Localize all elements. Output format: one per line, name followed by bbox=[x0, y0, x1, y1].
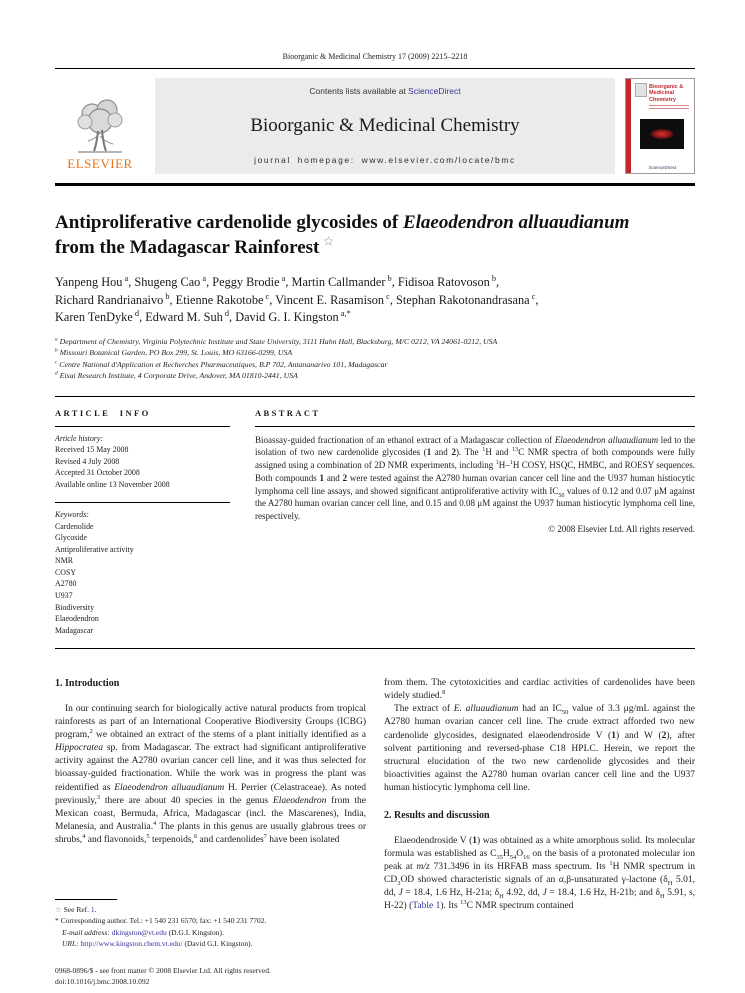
text-segment: 50 bbox=[561, 709, 569, 717]
article-info-header: ARTICLE INFO bbox=[55, 407, 151, 418]
text-segment: 4 bbox=[82, 832, 86, 840]
text-segment: 5 bbox=[146, 832, 150, 840]
text-segment: values of 0.12 and 0.07 μM against the A2780 human ovarian cancer cell line, and 0.15 and 0.08 μM against the U937 human histiocytic lymphoma cell line, respectively. bbox=[255, 485, 695, 522]
affiliation bbox=[55, 370, 695, 382]
body-column-right bbox=[384, 677, 695, 949]
text-segment: Karen TenDyke bbox=[55, 310, 133, 325]
text-segment: on the basis of a protonated molecular ion peak at bbox=[384, 849, 696, 873]
text-segment: Richard Randrianaivo bbox=[55, 292, 164, 307]
text-segment: , Stephan Rakotonandrasana bbox=[389, 292, 530, 307]
text-segment: 2 bbox=[661, 730, 667, 741]
top-rule bbox=[55, 68, 695, 69]
text-segment: H NMR spectrum in CD bbox=[384, 862, 695, 886]
text-segment: 4 bbox=[153, 819, 157, 827]
text-segment: and cardenolides bbox=[197, 835, 264, 846]
text-segment: d bbox=[222, 308, 230, 318]
journal-citation: Bioorganic & Medicinal Chemistry 17 (2009) 2215–2218 bbox=[282, 52, 468, 61]
text-segment: 1 bbox=[609, 859, 613, 867]
footnote-email bbox=[55, 927, 366, 938]
text-segment: 35 bbox=[496, 853, 503, 861]
footnote-corresponding: * Corresponding author. Tel.: +1 540 231 6570; fax: +1 540 231 7702. bbox=[55, 916, 267, 926]
text-segment: 1 bbox=[472, 835, 477, 846]
text-segment: , Martin Callmander bbox=[285, 275, 386, 290]
cover-subtitle-lines bbox=[649, 105, 689, 111]
text-segment: E. alluaudianum bbox=[453, 704, 519, 715]
abstract-text bbox=[255, 427, 695, 523]
text-segment: ), after solvent partitioning and reversed-phase C18 HPLC. Herein, we report the structural elucidation of the two new cardenolide glycosides and their bioactivities against the A2780 human ovarian cancer cell line and the U937 human histiocytic lymphoma cell line. bbox=[384, 730, 695, 794]
affiliation-list bbox=[55, 336, 695, 382]
text-segment: O bbox=[516, 849, 524, 860]
text-segment: value of 3.3 μg/mL against the A2780 human ovarian cancer cell line. The crude extract afforded two new cardenolide glycosides, designated elaeodendroside V ( bbox=[384, 704, 695, 741]
link[interactable]: dkingston@vt.edu bbox=[111, 927, 167, 937]
text-segment: 3 bbox=[96, 793, 101, 801]
text-segment: J bbox=[542, 888, 547, 899]
text-segment: 7 bbox=[263, 832, 267, 840]
footer-doi-line: doi:10.1016/j.bmc.2008.10.092 bbox=[55, 977, 150, 987]
text-segment: C NMR spectrum contained bbox=[466, 901, 574, 912]
continuation-paragraph bbox=[384, 677, 695, 703]
keyword-item: A2780 bbox=[55, 579, 77, 589]
text-segment: , Vincent E. Rasamison bbox=[269, 292, 385, 307]
extract-paragraph bbox=[384, 703, 695, 795]
text-segment: Elaeodendron bbox=[272, 795, 327, 806]
text-segment: from the Madagascar Rainforest bbox=[55, 237, 320, 259]
text-segment: from them. The cytotoxicities and cardiac activities of cardenolides have been widely studied. bbox=[384, 678, 695, 702]
text-segment: from the Mexican coast, Bermuda, Africa, Madagascar (incl. the Mascarenes), India, Melanesia, and Australia. bbox=[55, 795, 367, 832]
text-segment: have been isolated bbox=[266, 835, 340, 846]
text-segment: c bbox=[384, 291, 390, 301]
text-segment: b bbox=[55, 347, 58, 354]
cover-elsevier-logo-icon bbox=[635, 83, 647, 97]
text-segment: Elaeodendron alluaudianum bbox=[402, 212, 630, 233]
keyword-item: U937 bbox=[55, 591, 73, 601]
text-segment: Elaeodendron alluaudianum bbox=[114, 782, 225, 793]
elsevier-logo bbox=[55, 78, 145, 174]
text-segment: 5.91, s, H-22) ( bbox=[384, 888, 696, 912]
link[interactable]: Table 1 bbox=[412, 901, 441, 912]
author-list bbox=[55, 274, 695, 326]
text-segment: URL: bbox=[62, 938, 79, 948]
affiliation bbox=[55, 347, 695, 359]
section-heading-results: 2. Results and discussion bbox=[384, 810, 490, 822]
text-segment: 6 bbox=[193, 832, 198, 840]
text-segment: H bbox=[502, 849, 510, 860]
text-segment: Eisai Research Institute, 4 Corporate Drive, Andover, MA 01810-2441, USA bbox=[57, 371, 298, 381]
footer-issn-line: 0968-0896/$ - see front matter © 2008 Elsevier Ltd. All rights reserved. bbox=[55, 966, 271, 976]
text-segment: there are about 40 species in the genus bbox=[100, 795, 273, 806]
text-segment: 2 bbox=[342, 472, 348, 483]
text-segment: d bbox=[132, 308, 140, 318]
cover-title: Bioorganic & Medicinal Chemistry bbox=[649, 84, 684, 103]
text-segment: m/z bbox=[416, 862, 430, 873]
cover-sciencedirect-brand: ScienceDirect bbox=[648, 165, 677, 170]
text-segment: 1 bbox=[426, 447, 432, 458]
cover-molecule-art bbox=[640, 119, 684, 149]
abstract-header: ABSTRACT bbox=[255, 407, 321, 418]
text-segment: 8 bbox=[442, 689, 446, 697]
text-segment: J bbox=[398, 888, 403, 899]
article-title bbox=[55, 210, 695, 260]
author-line bbox=[55, 292, 695, 309]
text-segment: 13 bbox=[512, 447, 519, 454]
text-segment: b bbox=[385, 274, 392, 284]
text-segment: 2 bbox=[89, 728, 93, 735]
history-item: Available online 13 November 2008 bbox=[55, 479, 170, 489]
contents-line bbox=[309, 86, 460, 96]
text-segment: a bbox=[279, 274, 286, 284]
text-segment: and bbox=[324, 472, 343, 483]
text-segment: Antiproliferative cardenolide glycosides of bbox=[55, 212, 403, 233]
journal-homepage-link[interactable]: journal homepage: www.elsevier.com/locate/bmc bbox=[254, 155, 516, 165]
cover-red-strip bbox=[626, 79, 631, 173]
text-segment: Yanpeng Hou bbox=[55, 275, 123, 290]
text-segment: ). The bbox=[455, 447, 483, 458]
text-segment: Bioassay-guided fractionation of an ethanol extract of a Madagascar collection of bbox=[255, 434, 555, 445]
text-segment: = 18.4, 1.6 Hz, H-21b; and δ bbox=[546, 888, 660, 899]
author-line bbox=[55, 274, 695, 291]
page-content bbox=[55, 0, 695, 988]
keyword-item: Glycoside bbox=[55, 533, 87, 543]
text-segment: 1 bbox=[611, 730, 616, 741]
text-segment: a bbox=[55, 335, 58, 342]
section-heading-introduction: 1. Introduction bbox=[55, 678, 120, 690]
keyword-item: Biodiversity bbox=[55, 602, 95, 612]
text-segment: C NMR spectra of both compounds were fully assigned using a combination of 2D NMR experiments, including bbox=[255, 447, 696, 471]
text-segment: Missouri Botanical Garden, PO Box 299, St. Louis, MO 63166-0299, USA bbox=[57, 348, 293, 358]
text-segment: 13 bbox=[460, 899, 467, 907]
text-segment: In our continuing search for biologically active natural products from tropical rainforests as part of an International Cooperative Biodiversity Groups (ICBG) program, bbox=[55, 703, 366, 741]
text-segment: , Edward M. Suh bbox=[139, 310, 223, 325]
text-segment: c bbox=[263, 291, 270, 301]
body-column-left bbox=[55, 677, 366, 949]
text-segment: H bbox=[667, 880, 673, 888]
history-item: Revised 4 July 2008 bbox=[55, 456, 120, 466]
text-segment: , David G. I. Kingston bbox=[229, 310, 339, 325]
keyword-item: Elaeodendron bbox=[55, 614, 99, 624]
text-segment: b bbox=[163, 291, 170, 301]
elsevier-wordmark: ELSEVIER bbox=[67, 156, 133, 171]
article-history-label: Article history: bbox=[55, 433, 103, 443]
intro-paragraph bbox=[55, 703, 366, 847]
keywords-section bbox=[55, 503, 230, 648]
text-segment: 1 bbox=[509, 460, 513, 467]
text-segment: The plants in this genus are usually glabrous trees or shrubs, bbox=[55, 821, 366, 846]
text-segment: Elaeodendron alluaudianum bbox=[554, 434, 659, 445]
keyword-item: Madagascar bbox=[55, 625, 94, 635]
text-segment: 731.3496 in its HRFAB mass spectrum. Its bbox=[429, 862, 610, 873]
sciencedirect-link[interactable]: ScienceDirect bbox=[408, 86, 461, 96]
link[interactable]: 1 bbox=[90, 905, 95, 915]
text-segment: OD showed characteristic signals of an α,β-unsaturated γ-lactone (δ bbox=[400, 875, 668, 886]
footnote-star bbox=[55, 904, 366, 915]
text-segment: Elaeodendroside V ( bbox=[394, 835, 473, 846]
text-segment: ). Its bbox=[440, 901, 461, 912]
page-footer bbox=[55, 965, 695, 988]
text-segment: 1 bbox=[482, 447, 486, 454]
text-segment: 1 bbox=[495, 460, 499, 467]
keyword-item: Cardenolide bbox=[55, 521, 94, 531]
article-body bbox=[55, 677, 695, 949]
text-segment: H. Perrier (Celastraceae). As noted previously, bbox=[55, 782, 366, 806]
text-segment: ☆ bbox=[55, 905, 64, 915]
text-segment: led to the isolation of two new cardenolide glycosides ( bbox=[255, 434, 695, 458]
text-segment: , Etienne Rakotobe bbox=[169, 292, 264, 307]
elsevier-tree-icon bbox=[72, 98, 128, 156]
text-segment: 54 bbox=[509, 853, 517, 861]
text-segment: H and bbox=[485, 447, 513, 458]
history-item: Received 15 May 2008 bbox=[55, 445, 129, 455]
keyword-item: NMR bbox=[55, 556, 73, 566]
text-segment: 3 bbox=[397, 880, 401, 888]
text-segment: were tested against the A2780 human ovarian cancer cell line and the U937 human histiocytic lymphoma cell line assays, and showed significant antiproliferative activity with IC bbox=[255, 472, 695, 496]
text-segment: , Fidisoa Ratovoson bbox=[391, 275, 490, 290]
author-line bbox=[55, 309, 695, 326]
text-segment: 1 bbox=[319, 472, 325, 483]
text-segment: H– bbox=[498, 460, 510, 471]
text-segment: H bbox=[660, 893, 665, 901]
history-item: Accepted 31 October 2008 bbox=[55, 468, 140, 478]
text-segment: a bbox=[122, 274, 129, 284]
text-segment: ) was obtained as a white amorphous solid. Its molecular formula was established as C bbox=[384, 835, 695, 860]
keywords-label: Keywords: bbox=[55, 510, 89, 520]
text-segment: 50 bbox=[558, 492, 565, 499]
abstract-copyright: © 2008 Elsevier Ltd. All rights reserved. bbox=[548, 524, 695, 534]
footnotes bbox=[55, 899, 366, 949]
text-segment: , bbox=[535, 292, 539, 307]
text-segment: had an IC bbox=[518, 704, 562, 715]
text-segment: ) and W ( bbox=[615, 730, 662, 741]
text-segment: Centre National d'Application et Recherches Pharmaceutiques, B.P 702, Antananarivo 101, Madagascar bbox=[57, 359, 388, 369]
text-segment: H bbox=[499, 893, 504, 901]
footnote-url bbox=[55, 938, 366, 949]
text-segment: , Shugeng Cao bbox=[128, 275, 201, 290]
text-segment: and flavonoids, bbox=[85, 835, 147, 846]
journal-banner bbox=[55, 78, 695, 174]
text-segment: (David G.I. Kingston). bbox=[182, 938, 253, 948]
text-segment: See Ref. bbox=[63, 905, 91, 915]
journal-title: Bioorganic & Medicinal Chemistry bbox=[250, 114, 520, 136]
text-segment: 5.01, dd, bbox=[384, 875, 696, 899]
text-segment: , Peggy Brodie bbox=[206, 275, 280, 290]
affiliation bbox=[55, 336, 695, 348]
text-segment: 2 bbox=[451, 447, 456, 458]
banner-bottom-rule bbox=[55, 183, 695, 186]
text-segment: c bbox=[55, 358, 58, 365]
text-segment: 4.92, dd, bbox=[503, 888, 543, 899]
text-segment: E-mail address: bbox=[62, 927, 110, 937]
results-paragraph bbox=[384, 835, 695, 914]
text-segment: H COSY, HSQC, HMBC, and ROESY sequences. Both compounds bbox=[255, 460, 695, 483]
text-segment: 16 bbox=[523, 853, 530, 861]
text-segment: . bbox=[94, 905, 97, 915]
text-segment: d bbox=[55, 370, 58, 377]
text-segment: Department of Chemistry, Virginia Polytechnic Institute and State University, 3111 Hahn Hall, Blacksburg, M/C 0212, VA 24061-0212, USA bbox=[57, 336, 498, 346]
text-segment: b bbox=[489, 274, 497, 284]
info-abstract-panel bbox=[55, 396, 695, 650]
abstract-panel bbox=[255, 397, 695, 649]
text-segment: sp. from Madagascar. The extract had significant antiproliferative activity against the A2780 ovarian cancer cell line, and it was thus selected for bioassay-guided fractionation. While the work was in progress the plant was reidentified as bbox=[55, 743, 366, 793]
text-segment: = 18.4, 1.6 Hz, H-21a; δ bbox=[402, 888, 500, 899]
text-segment: we obtained an extract of the stems of a plant initially identified as a bbox=[92, 730, 366, 741]
text-segment: The extract of bbox=[394, 704, 454, 715]
article-info-panel bbox=[55, 397, 230, 649]
text-segment: and bbox=[431, 447, 452, 458]
keyword-item: Antiproliferative activity bbox=[55, 544, 134, 554]
text-segment: (D.G.I. Kingston). bbox=[166, 927, 224, 937]
link[interactable]: http://www.kingston.chem.vt.edu/ bbox=[80, 938, 183, 948]
text-segment: terpenoids, bbox=[149, 835, 194, 846]
banner-center-panel bbox=[155, 78, 615, 174]
text-segment: a,* bbox=[338, 308, 351, 318]
contents-prefix: Contents lists available at bbox=[309, 86, 409, 96]
affiliation bbox=[55, 359, 695, 371]
text-segment: Hippocratea bbox=[55, 743, 104, 754]
text-segment: ☆ bbox=[319, 233, 335, 249]
text-segment: a bbox=[200, 274, 207, 284]
text-segment: , bbox=[496, 275, 500, 290]
keyword-item: COSY bbox=[55, 567, 77, 577]
text-segment: c bbox=[529, 291, 536, 301]
journal-cover-thumbnail bbox=[625, 78, 695, 174]
footnote-rule bbox=[55, 899, 117, 900]
article-history-section bbox=[55, 427, 230, 503]
